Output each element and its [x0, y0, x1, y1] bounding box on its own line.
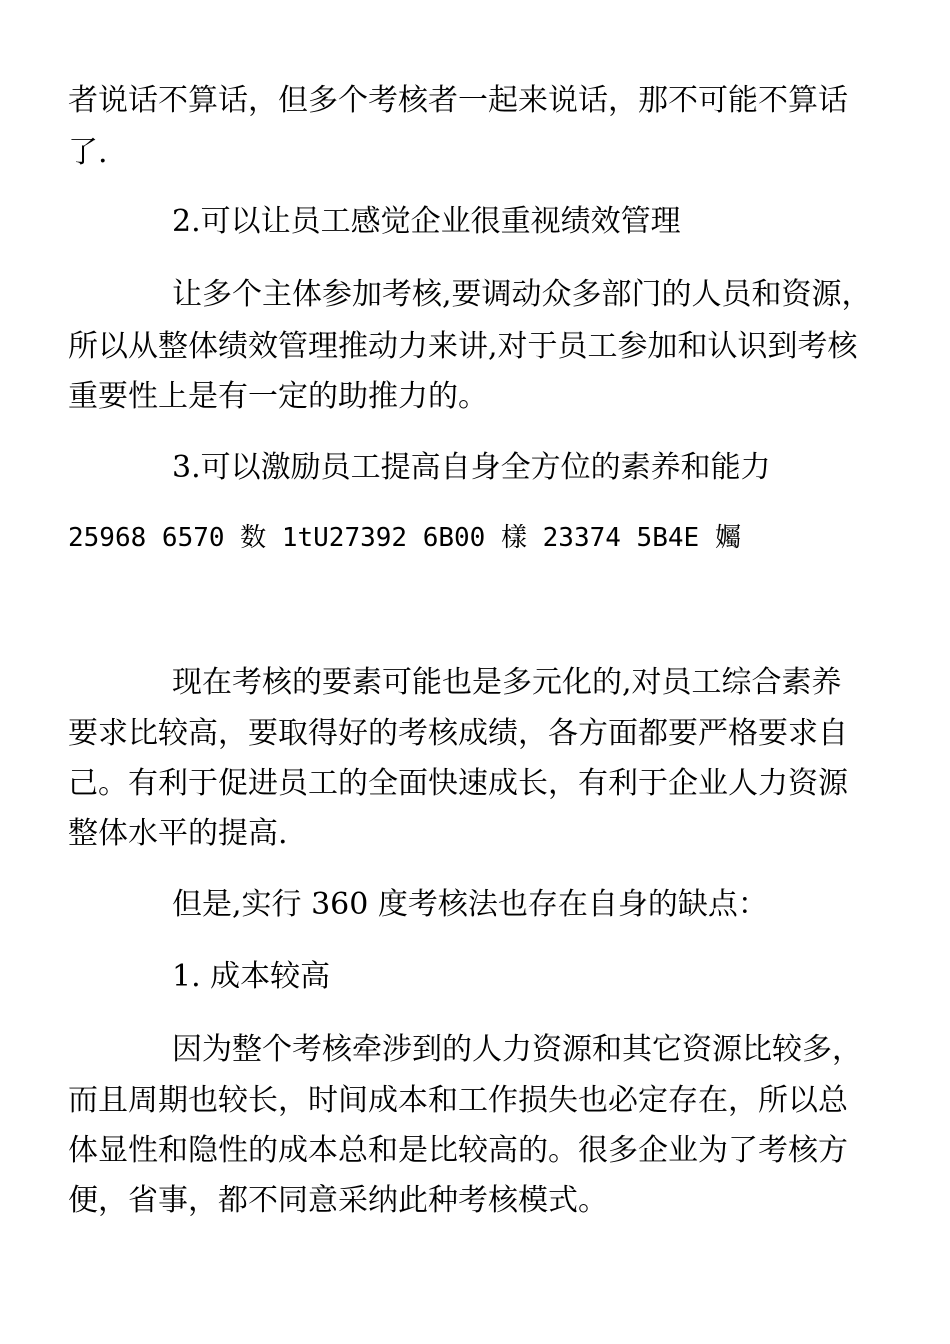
body-text-line: 因为整个考核牵涉到的人力资源和其它资源比较多， [172, 1032, 862, 1067]
garbled-code-line: 25968 6570 数 1tU27392 6B00 樣 23374 5B4E 孎 [68, 523, 741, 553]
body-text-line: 让多个主体参加考核,要调动众多部门的人员和资源， [172, 277, 872, 312]
body-text-line: 己。有利于促进员工的全面快速成长，有利于企业人力资源 [68, 766, 848, 801]
body-text-line: 整体水平的提高. [68, 816, 288, 851]
body-text-line: 所以从整体绩效管理推动力来讲,对于员工参加和认识到考核 [68, 329, 858, 364]
body-text-line: 体显性和隐性的成本总和是比较高的。很多企业为了考核方 [68, 1133, 848, 1168]
body-text-line: 而且周期也较长，时间成本和工作损失也必定存在，所以总 [68, 1083, 848, 1118]
body-text-line: 重要性上是有一定的助推力的。 [68, 379, 488, 414]
body-text-line: 者说话不算话，但多个考核者一起来说话，那不可能不算话 [68, 83, 848, 118]
list-item-heading: 3.可以激励员工提高自身全方位的素养和能力 [172, 450, 771, 485]
list-item-heading: 2.可以让员工感觉企业很重视绩效管理 [172, 204, 681, 239]
body-text-line: 现在考核的要素可能也是多元化的,对员工综合素养 [172, 665, 842, 700]
list-item-heading: 1. 成本较高 [172, 959, 331, 994]
body-text-line: 了. [68, 135, 108, 170]
body-text-line: 便，省事，都不同意采纳此种考核模式。 [68, 1183, 608, 1218]
body-text-line: 要求比较高，要取得好的考核成绩，各方面都要严格要求自 [68, 716, 848, 751]
section-intro-line: 但是,实行 360 度考核法也存在自身的缺点： [172, 887, 768, 922]
